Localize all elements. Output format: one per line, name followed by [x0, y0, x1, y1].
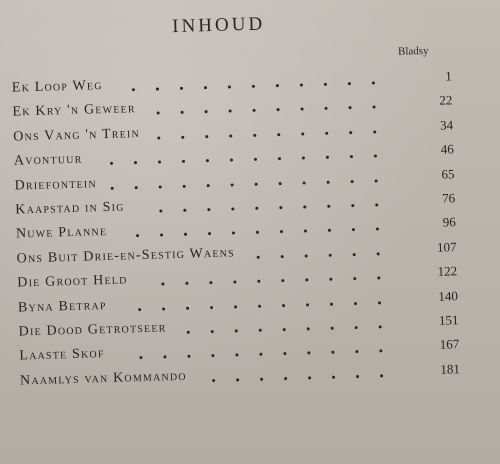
leader-dot — [303, 181, 306, 184]
leader-dot — [324, 83, 327, 86]
leader-dot — [185, 282, 188, 285]
toc-entry-title: Die Dood Getrotseer — [18, 320, 167, 340]
leader-dot — [355, 350, 358, 353]
toc-entry-title: Ons Vang 'n Trein — [13, 125, 141, 145]
leader-dot — [157, 112, 160, 115]
leader-dot — [157, 136, 160, 139]
leader-dot — [231, 183, 234, 186]
leader-dot — [253, 134, 256, 137]
leader-dot — [207, 208, 210, 211]
leader-dot — [300, 83, 303, 86]
leader-dot — [282, 304, 285, 307]
leader-dot — [351, 204, 354, 207]
leader-dot — [183, 184, 186, 187]
leader-dot — [228, 85, 231, 88]
leader-dot — [139, 356, 142, 359]
leader-dot — [156, 87, 159, 90]
toc-entry-title: Kaapstad in Sig — [15, 199, 125, 218]
toc-entry-title: Nuwe Planne — [15, 224, 108, 242]
leader-dot — [209, 281, 212, 284]
leader-dot — [206, 159, 209, 162]
leader-dot — [255, 207, 258, 210]
leader-dot — [308, 376, 311, 379]
leader-dot — [180, 87, 183, 90]
leader-dot — [211, 330, 214, 333]
leader-dot — [256, 231, 259, 234]
leader-dot — [110, 162, 113, 165]
leader-dot — [283, 352, 286, 355]
leader-dot — [376, 228, 379, 231]
leader-dot — [307, 327, 310, 330]
toc-entry-page-number: 46 — [440, 141, 454, 157]
leader-dot — [307, 352, 310, 355]
leader-dot — [302, 157, 305, 160]
leader-dot — [329, 254, 332, 257]
leader-dot — [231, 207, 234, 210]
leader-dot — [331, 327, 334, 330]
leader-dot — [230, 159, 233, 162]
leader-dot — [283, 328, 286, 331]
leader-dot — [379, 325, 382, 328]
leader-dot — [233, 281, 236, 284]
leader-dot — [301, 108, 304, 111]
leader-dot — [207, 184, 210, 187]
leader-dot — [253, 109, 256, 112]
leader-dot — [326, 156, 329, 159]
toc-entry-page-number: 151 — [438, 312, 459, 328]
leader-dot — [229, 134, 232, 137]
toc-entry-page-number: 140 — [438, 287, 459, 304]
leader-dot — [163, 356, 166, 359]
leader-dot — [281, 255, 284, 258]
toc-entry-page-number: 107 — [436, 239, 457, 255]
leader-dot — [138, 308, 141, 311]
leader-dot — [375, 203, 378, 206]
leader-dot — [259, 329, 262, 332]
leader-dot — [277, 109, 280, 112]
leader-dot — [330, 302, 333, 305]
leader-dot — [234, 305, 237, 308]
leader-dot — [350, 155, 353, 158]
leader-dot — [327, 180, 330, 183]
toc-entry-page-number: 167 — [439, 336, 460, 353]
leader-dot — [278, 157, 281, 160]
leader-dot — [305, 279, 308, 282]
leader-dot — [378, 301, 381, 304]
leader-dot — [281, 279, 284, 282]
leader-dot — [332, 375, 335, 378]
leader-dot — [372, 81, 375, 84]
leader-dot — [210, 306, 213, 309]
leader-dot — [301, 132, 304, 135]
leader-dot — [353, 277, 356, 280]
leader-dot — [258, 304, 261, 307]
leader-dot — [380, 374, 383, 377]
leader-dot — [135, 186, 138, 189]
leader-dot — [132, 88, 135, 91]
leader-dot — [327, 205, 330, 208]
leader-dot — [329, 278, 332, 281]
leader-dot — [373, 130, 376, 133]
toc-entry-title: Ek Loop Weg — [11, 78, 103, 96]
leader-dot — [353, 253, 356, 256]
leader-dot — [205, 135, 208, 138]
leader-dot — [257, 256, 260, 259]
toc-entry-page-number: 96 — [442, 214, 457, 231]
leader-dot — [184, 233, 187, 236]
leader-dot — [204, 86, 207, 89]
leader-dot — [254, 158, 257, 161]
toc-entry-page-number: 181 — [440, 360, 461, 377]
leader-dot — [259, 353, 262, 356]
leader-dot — [187, 355, 190, 358]
leader-dot — [349, 131, 352, 134]
leader-dot — [349, 107, 352, 110]
leader-dot — [279, 206, 282, 209]
leader-dot — [186, 306, 189, 309]
leader-dot — [303, 205, 306, 208]
toc-entry-page-number: 76 — [441, 190, 456, 206]
leader-dot — [355, 326, 358, 329]
leader-dot — [257, 280, 260, 283]
leader-dot — [182, 160, 185, 163]
leader-dot — [356, 375, 359, 378]
leader-dot — [277, 133, 280, 136]
leader-dot — [205, 111, 208, 114]
leader-dot — [306, 303, 309, 306]
leader-dot — [348, 82, 351, 85]
toc-entry-title: Naamlys van Kommando — [19, 368, 187, 389]
leader-dot — [211, 354, 214, 357]
toc-entry-page-number: 34 — [439, 117, 454, 133]
leader-dot — [159, 209, 162, 212]
toc-entry-title: Ek Kry 'n Geweer — [12, 101, 136, 120]
contents-title: INHOUD — [171, 13, 266, 38]
leader-dot — [379, 350, 382, 353]
leader-dot — [280, 230, 283, 233]
leader-dot — [377, 277, 380, 280]
leader-dot — [305, 254, 308, 257]
leader-dot — [377, 252, 380, 255]
leader-dot — [134, 161, 137, 164]
leader-dot — [328, 229, 331, 232]
leader-dot — [252, 85, 255, 88]
leader-dot — [351, 180, 354, 183]
leader-dot — [136, 234, 139, 237]
leader-dot — [111, 186, 114, 189]
leader-dot — [235, 354, 238, 357]
leader-dot — [325, 132, 328, 135]
leader-dot — [235, 329, 238, 332]
toc-entry-title: Driefontein — [14, 175, 97, 194]
leader-dot — [255, 182, 258, 185]
toc-entry-page-number: 1 — [445, 68, 452, 84]
leader-dot — [181, 136, 184, 139]
leader-dot — [354, 302, 357, 305]
leader-dot — [208, 232, 211, 235]
leader-dot — [375, 179, 378, 182]
toc-entry-page-number: 122 — [437, 263, 458, 279]
leader-dot — [181, 111, 184, 114]
leader-dot — [279, 182, 282, 185]
leader-dot — [352, 228, 355, 231]
toc-entry-title: Die Groot Held — [17, 272, 128, 291]
page-column-header: Bladsy — [397, 44, 429, 58]
leader-dot — [284, 377, 287, 380]
toc-entry-title: Avontuur — [13, 151, 83, 169]
leader-dot — [229, 110, 232, 113]
leader-dot — [162, 307, 165, 310]
toc-entry-page-number: 22 — [439, 92, 453, 109]
leader-dot — [232, 232, 235, 235]
leader-dot — [331, 351, 334, 354]
leader-dot — [161, 283, 164, 286]
toc-entry-title: Ons Buit Drie-en-Sestig Waens — [16, 245, 236, 267]
leader-dot — [183, 209, 186, 212]
leader-dot — [187, 331, 190, 334]
leader-dot — [159, 185, 162, 188]
leader-dot — [373, 106, 376, 109]
leader-dot — [236, 378, 239, 381]
toc-entry-title: Laaste Skof — [19, 346, 105, 364]
leader-dot — [374, 155, 377, 158]
leader-dot — [160, 234, 163, 237]
toc-entry-title: Byna Betrap — [17, 297, 107, 316]
toc-entry-page-number: 65 — [441, 165, 455, 182]
leader-dot — [325, 107, 328, 110]
leader-dot — [212, 379, 215, 382]
leader-dot — [304, 230, 307, 233]
leader-dot — [158, 161, 161, 164]
leader-dot — [260, 377, 263, 380]
leader-dot — [276, 84, 279, 87]
